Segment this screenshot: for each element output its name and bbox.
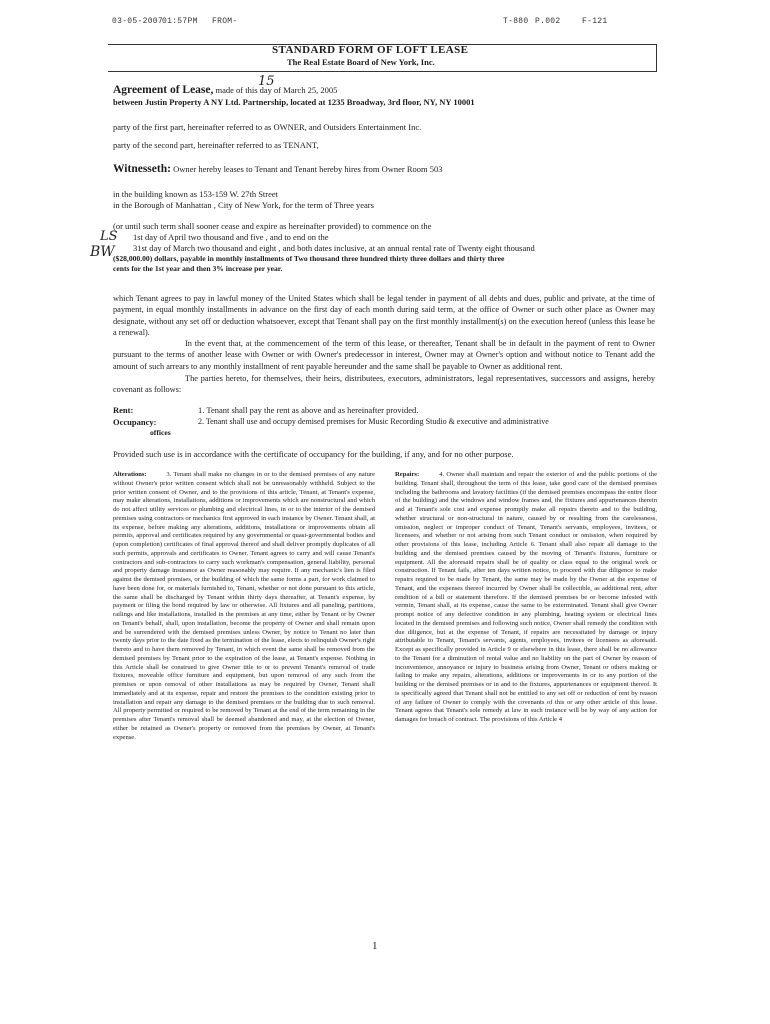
fax-tx-number: T-880 [503,17,529,26]
handwritten-day-mark: 15 [258,74,275,89]
fax-time: 01:57PM [162,17,198,26]
fax-from: FROM- [212,17,238,26]
rent-label: Rent: [113,405,134,415]
fax-page: P.002 [535,17,561,26]
witnesseth-building: in the building known as 153-159 W. 27th Street [113,189,279,199]
default-paragraph: In the event that, at the commencement of the term of this lease, or thereafter, Tenant shall be in default in the payment of rent to Owner pursuant to the terms of another lease with Owner or with Owner's predecessor in interest, Owner may at Owner's option and without notice to Tenant add the amount of such arrears to any monthly installment of rent payable hereunder and the same shall be payable to Owner as additional rent. [113,339,655,371]
handwritten-initials-ls: LS [100,229,118,244]
agreement-label: Agreement of Lease, [113,84,214,96]
fax-date: 03-05-2007 [112,17,164,26]
page-number: 1 [372,940,378,952]
agreement-second-party: party of the second part, hereinafter referred to as TENANT, [113,140,319,150]
term-end-rent: 31st day of March two thousand and eight , and both dates inclusive, at an annual rental rate of Twenty eight thousand [133,243,535,253]
document-subtitle: The Real Estate Board of New York, Inc. [287,57,435,67]
payment-paragraph: which Tenant agrees to pay in lawful money of the United States which shall be legal tender in payment of all debts and dues, public and private, at the time of payment, in equal monthly installments in advance on the first day of each month during said term, at the office of Owner or such other place as Owner may designate, without any set off or deduction whatsoever, except that Tenant shall pay on the first monthly installment(s) on the execution hereof (unless this lease be a renewal). [113,294,655,337]
repairs-section [395,471,657,725]
repairs-text: 4. Owner shall maintain and repair the exterior of and the public portions of the building. Tenant shall, throughout the term of this lease, take good care of the demised premises including the bathrooms and lavatory facilities (if the demised premises encompass the entire floor of the building) and the windows and window frames and, the fixtures and appurtenances therein and at Tenant's sole cost and expense promptly make all repairs thereto and to the building, whether structural or non-structural in nature, caused by or resulting from the carelessness, omission, neglect or improper conduct of Tenant, Tenant's servants, employees, invitees, or licensees, and whether or not arising from such Tenant conduct or omission, when required by other provisions of this lease, including Article 6. Tenant shall also repair all damage to the building and the demised premises caused by the moving of Tenant's fixtures, furniture or equipment. All the aforesaid repairs shall be of quality or class equal to the original work or construction. If Tenant fails, after ten days written notice, to proceed with due diligence to make repairs required to be made by Tenant, the same may be made by the Owner at the expense of Tenant, and the expenses thereof incurred by Owner shall be collectible, as additional rent, after rendition of a bill or statement therefore. If the demised premises be or become infested with vermin, Tenant shall, at its expense, cause the same to be exterminated. Tenant shall give Owner prompt notice of any defective condition in any plumbing, heating system or electrical lines located in the demised premises and following such notice, Owner shall remedy the condition with due diligence, but at the expense of Tenant, if repairs are necessitated by damage or injury attributable to Tenant, Tenant's servants, agents, employees, invitees or licensees as aforesaid. Except as specifically provided in Article 9 or elsewhere in this lease, there shall be no allowance to the Tenant for a diminution of rental value and no liability on the part of Owner by reason of inconvenience, annoyance or injury to business arising from Owner, Tenant or others making or failing to make any repairs, alterations, additions or improvements in or to any portion of the building or the demised premises or in and to the fixtures, appurtenances or equipment thereof. It is specifically agreed that Tenant shall not be entitled to any set off or reduction of rent by reason of any failure of Owner to comply with the covenants of this or any other article of this lease. Tenant agrees that Tenant's sole remedy at law in such instance will be by way of any action for damages for breach of contract. The provisions of this Article 4 [395,471,657,723]
witnesseth-line-1 [113,163,443,175]
witnesseth-lease-room: Owner hereby leases to Tenant and Tenant hereby hires from Owner Room 503 [173,164,443,174]
witnesseth-borough: in the Borough of Manhattan , City of New York, for the term of Three years [113,200,374,210]
occupancy-text: 2. Tenant shall use and occupy demised premises for Music Recording Studio & executive and administrative [198,417,549,426]
alterations-heading: Alterations: [113,471,147,478]
parties-paragraph: The parties hereto, for themselves, their heirs, distributees, executors, administrators, legal representatives, successors and assigns, hereby covenant as follows: [113,374,655,395]
term-increase: cents for the 1st year and then 3% increase per year. [113,264,283,273]
alterations-text: 3. Tenant shall make no changes in or to the demised premises of any nature without Owner's prior written consent which shall not be unreasonably withheld. Subject to the prior written consent of Owner, and to the provisions of this article, Tenant, at Tenant's expense, may make alterations, installations, additions or improvements which are nonstructural and which do not affect utility services or plumbing and electrical lines, in or to the interior of the demised premises using contractors or mechanics first approved in each instance by Owner. Tenant shall, at its expense, before making any alterations, additions, installations or improvements obtain all permits, approval and certificates required by any governmental or quasi-governmental bodies and (upon completion) certificates of final approval thereof and shall deliver promptly duplicates of all such permits, approvals and certificates to Owner. Tenant agrees to carry and will cause Tenant's contractors and sub-contractors to carry such workman's compensation, general liability, personal and property damage insurance as Owner reasonably may require. If any mechanic's lien is filed against the demised premises, or the building of which the same forms a part, for work claimed to have been done for, or materials furnished to, Tenant, whether or not done pursuant to this article, the same shall be discharged by Tenant within thirty days thereafter, at Tenant's expense, by payment or filing the bond required by law or otherwise. All fixtures and all paneling, partitions, railings and like installations, installed in the premises at any time, either by Tenant or by Owner on Tenant's behalf, shall, upon installation, become the property of Owner and shall remain upon and be surrendered with the demised premises unless Owner, by notice to Tenant no later than twenty days prior to the date fixed as the termination of the lease, elects to relinquish Owner's right thereto and to have them removed by Tenant, in which event the same shall be removed from the demised premises by Tenant prior to the expiration of the lease, at Tenant's expense. Nothing in this Article shall be construed to give Owner title to or to prevent Tenant's removal of trade fixtures, moveable office furniture and equipment, but upon removal of any such from the premises or upon removal of other installations as may be required by Owner, Tenant shall immediately and at its expense, repair and restore the premises to the condition existing prior to installation and repair any damage to the demised premises or the building due to such removal. All property permitted or required to be removed by Tenant at the end of the term remaining in the premises after Tenant's removal shall be deemed abandoned and may, at the election of Owner, either be retained as Owner's property or removed from the premises by Owner, at Tenant's expense. [113,471,375,741]
repairs-heading: Repairs: [395,471,420,478]
term-line-1: (or until such term shall sooner cease and expire as hereinafter provided) to commence on the [113,221,432,231]
witnesseth-label: Witnesseth: [113,163,171,175]
term-installments: ($28,000.00) dollars, payable in monthly installments of Two thousand three hundred thirty three dollars and thirty three [113,254,505,263]
agreement-first-party: party of the first part, hereinafter referred to as OWNER, and Outsiders Entertainment Inc. [113,122,422,132]
term-start: 1st day of April two thousand and five , and to end on the [133,232,329,242]
agreement-owner-line: between Justin Property A NY Ltd. Partnership, located at 1235 Broadway, 3rd floor, NY, NY 10001 [113,97,475,107]
agreement-line-1 [113,84,337,96]
rent-text: 1. Tenant shall pay the rent as above and as hereinafter provided. [198,405,419,415]
document-title: STANDARD FORM OF LOFT LEASE [272,44,469,56]
occupancy-text-cont: offices [150,428,171,437]
fax-f-number: F-121 [582,17,608,26]
occupancy-label: Occupancy: [113,417,157,427]
agreement-date: made of this day of March 25, 2005 [215,85,338,95]
alterations-section [113,471,375,742]
handwritten-initials-bw: BW [90,244,115,260]
provided-clause: Provided such use is in accordance with the certificate of occupancy for the building, if any, and for no other purpose. [113,449,514,459]
